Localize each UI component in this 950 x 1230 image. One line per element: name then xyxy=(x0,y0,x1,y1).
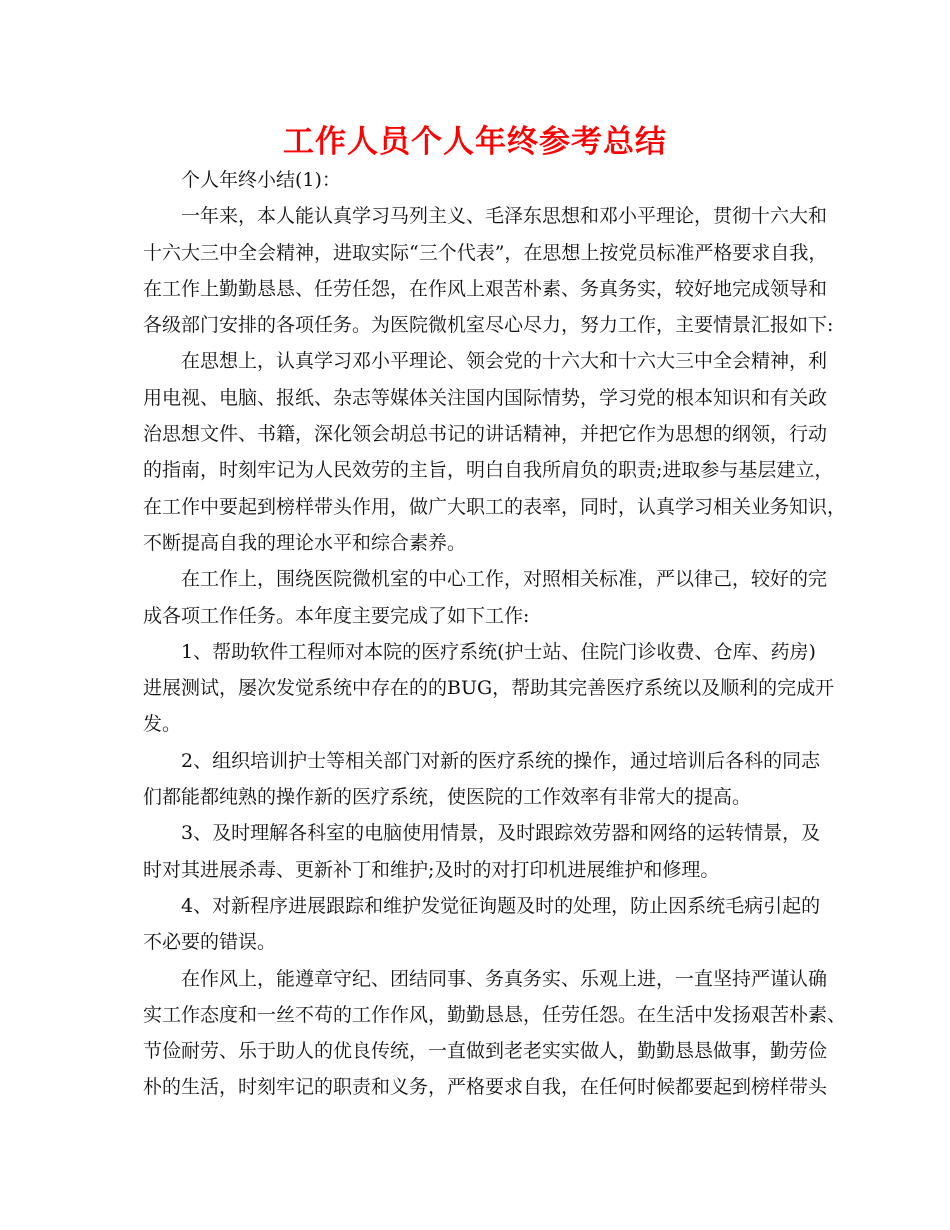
text-line: 进展测试，屡次发觉系统中存在的的BUG，帮助其完善医疗系统以及顺利的完成开 xyxy=(143,677,835,700)
text-line: 的指南，时刻牢记为人民效劳的主旨，明白自我所肩负的职责;进取参与基层建立， xyxy=(143,459,834,482)
text-line: 各级部门安排的各项任务。为医院微机室尽心尽力，努力工作，主要情景汇报如下: xyxy=(143,314,834,337)
text-line: 十六大三中全会精神，进取实际“三个代表”，在思想上按党员标准严格要求自我， xyxy=(143,241,828,264)
document-body xyxy=(143,162,847,1106)
text-line: 一年来，本人能认真学习马列主义、毛泽东思想和邓小平理论，贯彻十六大和 xyxy=(181,205,828,228)
text-line: 个人年终小结(1)： xyxy=(181,169,341,191)
text-line: 不必要的错误。 xyxy=(143,931,277,954)
text-line: 节俭耐劳、乐于助人的优良传统，一直做到老老实实做人，勤勤恳恳做事，勤劳俭 xyxy=(143,1040,828,1063)
text-line: 不断提高自我的理论水平和综合素养。 xyxy=(143,531,467,554)
text-line: 在工作上勤勤恳恳、任劳任怨，在作风上艰苦朴素、务真务实，较好地完成领导和 xyxy=(143,277,828,300)
text-line: 4、对新程序进展跟踪和维护发觉征询题及时的处理，防止因系统毛病引起的 xyxy=(181,894,821,917)
text-line: 们都能都纯熟的操作新的医疗系统，使医院的工作效率有非常大的提高。 xyxy=(143,786,752,809)
text-line: 在作风上，能遵章守纪、团结同事、务真务实、乐观上进，一直坚持严谨认确 xyxy=(181,967,828,990)
text-line: 在工作上，围绕医院微机室的中心工作，对照相关标准，严以律己，较好的完 xyxy=(181,568,828,591)
text-line: 用电视、电脑、报纸、杂志等媒体关注国内国际情势，学习党的根本知识和有关政 xyxy=(143,386,828,409)
text-line: 2、组织培训护士等相关部门对新的医疗系统的操作，通过培训后各科的同志 xyxy=(181,749,821,772)
text-line: 1、帮助软件工程师对本院的医疗系统(护士站、住院门诊收费、仓库、药房) xyxy=(181,640,816,663)
text-line: 实工作态度和一丝不苟的工作作风，勤勤恳恳，任劳任怨。在生活中发扬艰苦朴素、 xyxy=(143,1003,847,1026)
text-line: 成各项工作任务。本年度主要完成了如下工作: xyxy=(143,604,530,627)
document-title: 工作人员个人年终参考总结 xyxy=(283,124,667,160)
text-line: 发。 xyxy=(143,713,182,736)
text-line: 朴的生活，时刻牢记的职责和义务，严格要求自我，在任何时候都要起到榜样带头 xyxy=(143,1076,828,1099)
text-line: 时对其进展杀毒、更新补丁和维护;及时的对打印机进展维护和修理。 xyxy=(143,858,720,881)
text-line: 在思想上，认真学习邓小平理论、领会党的十六大和十六大三中全会精神，利 xyxy=(181,350,828,373)
text-line: 治思想文件、书籍，深化领会胡总书记的讲话精神，并把它作为思想的纲领，行动 xyxy=(143,423,828,446)
text-line: 在工作中要起到榜样带头作用，做广大职工的表率，同时，认真学习相关业务知识， xyxy=(143,495,847,518)
text-line: 3、及时理解各科室的电脑使用情景，及时跟踪效劳器和网络的运转情景，及 xyxy=(181,822,821,845)
